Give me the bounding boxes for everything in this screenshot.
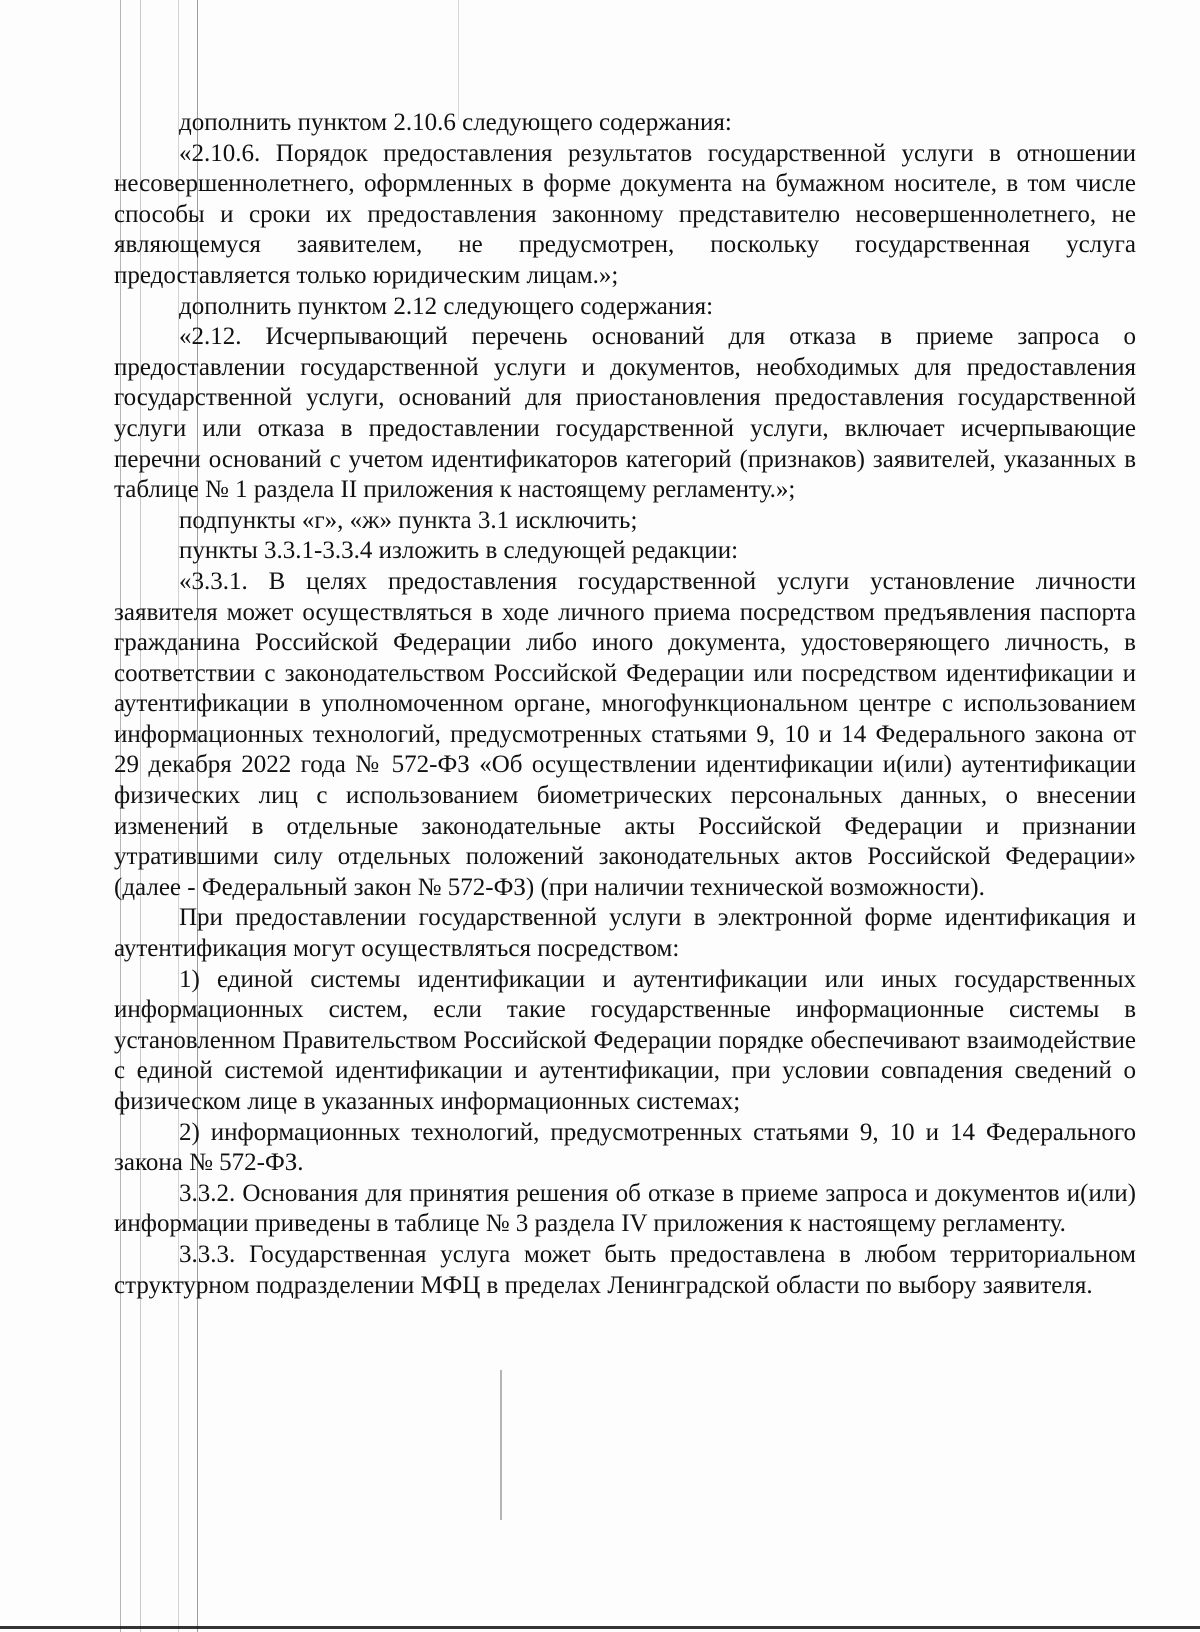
paragraph-exclude-3-1: подпункты «г», «ж» пункта 3.1 исключить;: [179, 506, 638, 534]
paragraph-2-12: «2.12. Исчерпывающий перечень оснований для отказа в приеме запроса о предоставлении государственной услуги и документов, необходимых для предоставления государственной услуги, оснований для приостановления предоставления государственной услуги или отказа в предоставлении государственной услуги, включает исчерпывающие перечни оснований с учетом идентификаторов категорий (признаков) заявителей, указанных в таблице № 1 раздела II приложения к настоящему регламенту.»;: [114, 323, 1136, 504]
paragraph-item-1: 1) единой системы идентификации и аутентификации или иных государственных информационных систем, если такие государственные информационные системы в установленном Правительством Российской Федерации порядке обеспечивают взаимодействие с единой системой идентификации и аутентификации, при условии совпадения сведений о физическом лице в указанных информационных системах;: [114, 965, 1136, 1115]
paragraph-item-2: 2) информационных технологий, предусмотренных статьями 9, 10 и 14 Федерального закона № 572-ФЗ.: [114, 1118, 1136, 1177]
scan-artifact-line: [458, 0, 459, 120]
paragraph-3-3-1: «3.3.1. В целях предоставления государственной услуги установление личности заявителя может осуществляться в ходе личного приема посредством предъявления паспорта гражданина Российской Федерации либо иного документа, удостоверяющего личность, в соответствии с законодательством Российской Федерации или посредством идентификации и аутентификации в уполномоченном органе, многофункциональном центре с использованием информационных технологий, предусмотренных статьями 9, 10 и 14 Федерального закона от 29 декабря 2022 года № 572-ФЗ «Об осуществлении идентификации и(или) аутентификации физических лиц с использованием биометрических персональных данных, о внесении изменений в отдельные законодательные акты Российской Федерации и признании утратившими силу отдельных положений законодательных актов Российской Федерации» (далее - Федеральный закон № 572-ФЗ) (при наличии технической возможности).: [114, 567, 1136, 901]
paragraph-amend-2-12: дополнить пунктом 2.12 следующего содержания:: [179, 292, 714, 320]
paragraph-3-3-3: 3.3.3. Государственная услуга может быть предоставлена в любом территориальном структурном подразделении МФЦ в пределах Ленинградской области по выбору заявителя.: [114, 1240, 1136, 1299]
paragraph-amend-2-10-6: дополнить пунктом 2.10.6 следующего содержания:: [179, 109, 732, 136]
paragraph-2-10-6: «2.10.6. Порядок предоставления результатов государственной услуги в отношении несовершеннолетнего, оформленных в форме документа на бумажном носителе, в том числе способы и сроки их предоставления законному представителю несовершеннолетнего, не являющемуся заявителем, не предусмотрен, поскольку государственная услуга предоставляется только юридическим лицам.»;: [114, 139, 1136, 289]
document-body: [114, 108, 1136, 1301]
scan-bottom-edge: [0, 1626, 1200, 1629]
paragraph-amend-3-3: пункты 3.3.1-3.3.4 изложить в следующей редакции:: [179, 537, 739, 565]
paragraph-electronic-form: При предоставлении государственной услуги в электронной форме идентификация и аутентификация могут осуществляться посредством:: [114, 904, 1136, 963]
scan-artifact-line: [500, 1370, 502, 1520]
paragraph-3-3-2: 3.3.2. Основания для принятия решения об отказе в приеме запроса и документов и(или) информации приведены в таблице № 3 раздела IV приложения к настоящему регламенту.: [114, 1179, 1136, 1238]
